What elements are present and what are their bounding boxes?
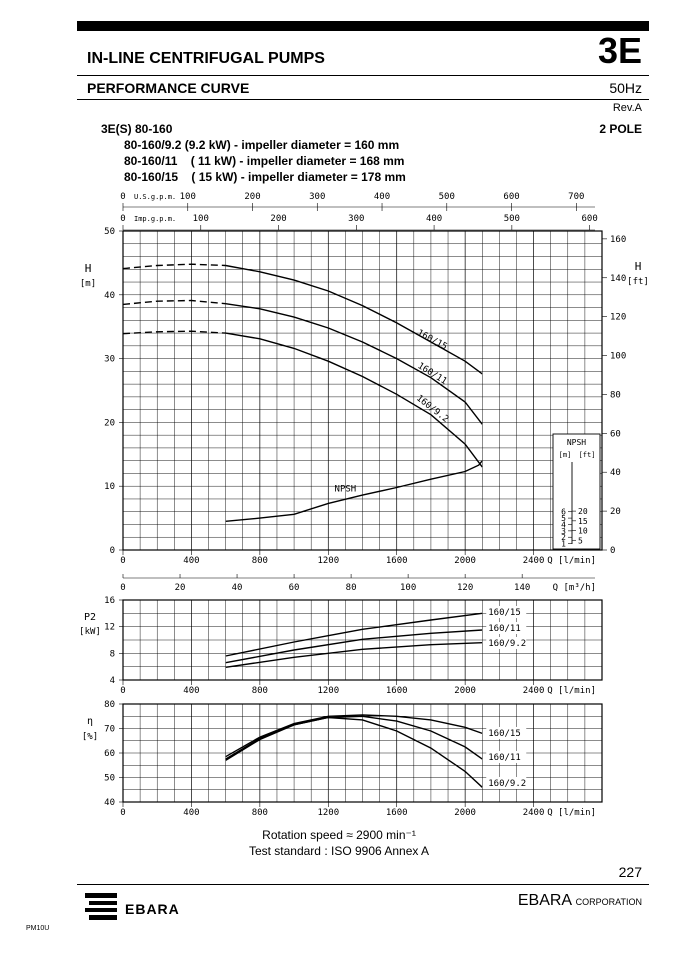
curve-label: 160/15 [415,328,449,353]
curve-label: 160/11 [488,753,521,763]
x-axis-label: Q [l/min] [547,686,596,696]
y-tick-label: 20 [104,418,115,429]
usgpm-tick-label: 500 [438,192,455,202]
x-axis-label: Q [l/min] [547,808,596,818]
curve-label: 160/15 [488,608,521,618]
ebara-logo-icon [85,893,121,921]
ft-tick-label: 60 [610,429,621,440]
ft-tick-label: 100 [610,351,627,362]
usgpm-tick-label: 600 [503,192,520,202]
x-tick-label: 1200 [317,686,340,696]
npsh-ft-label: 20 [578,507,588,517]
m3h-tick-label: 100 [399,583,417,593]
x-tick-label: 1600 [385,808,408,818]
y-tick-label: 50 [104,227,115,237]
x-tick-label: 400 [183,808,200,818]
variant-line: 80-160/9.2 (9.2 kW) - impeller diameter = 160 mm [124,138,400,152]
impgpm-axis-label: Imp.g.p.m. [134,215,177,223]
npsh-scale-unit: [ft] [578,451,596,459]
curve-label: 160/15 [488,729,521,739]
y2-axis-unit: [ft] [627,277,649,287]
y-tick-label: 16 [104,596,115,606]
impgpm-tick-label: 0 [120,214,126,224]
series-code: 3E [597,30,642,71]
x-tick-label: 1200 [317,556,340,566]
ft-tick-label: 0 [610,546,616,556]
efficiency-curve-16015 [226,715,483,757]
curve-label: 160/11 [488,624,521,634]
x-tick-label: 800 [251,556,268,566]
x-tick-label: 0 [120,686,126,696]
impgpm-tick-label: 200 [270,214,287,224]
y-axis-label: η [86,716,94,727]
x-tick-label: 800 [251,808,268,818]
section-title: PERFORMANCE CURVE [87,80,250,96]
ft-tick-label: 160 [610,234,627,245]
impgpm-tick-label: 500 [503,214,520,224]
y-tick-label: 40 [104,290,115,301]
npsh-m-label: 1 [561,539,566,549]
usgpm-tick-label: 700 [568,192,585,202]
usgpm-tick-label: 100 [179,192,196,202]
curve-label: 160/11 [415,361,449,387]
variant-line: 80-160/11 ( 11 kW) - impeller diameter = 168 mm [124,154,405,168]
impgpm-tick-label: 100 [192,214,209,224]
m3h-tick-label: 0 [120,583,126,593]
ft-tick-label: 120 [610,312,627,323]
brand-name: EBARA CORPORATION [517,892,642,909]
y-tick-label: 8 [109,649,115,660]
y-axis-unit: [%] [81,732,99,742]
m3h-tick-label: 20 [174,583,186,593]
npsh-m-label: 4 [561,520,566,530]
x-tick-label: 2000 [454,556,476,566]
y-axis-label: H [84,262,92,275]
x-tick-label: 0 [120,556,126,566]
x-tick-label: 1600 [385,556,408,566]
product-title: IN-LINE CENTRIFUGAL PUMPS [87,50,325,67]
y-tick-label: 70 [104,724,115,735]
y-tick-label: 30 [104,354,115,365]
usgpm-tick-label: 200 [244,192,261,202]
doc-code: PM10U [26,925,50,932]
y-tick-label: 60 [104,749,115,759]
x-tick-label: 2400 [522,556,545,566]
m3h-tick-label: 60 [288,583,300,593]
npsh-scale-title: NPSH [566,438,587,447]
npsh-m-label: 3 [561,526,566,536]
npsh-ft-label: 10 [578,526,588,536]
curve-label: 160/9.2 [488,639,527,649]
y-axis-unit: [kW] [79,627,101,637]
y-tick-label: 4 [109,676,115,686]
npsh-ft-label: 15 [578,516,588,526]
x-axis-label: Q [l/min] [547,556,596,566]
m3h-tick-label: 40 [231,583,243,593]
x-tick-label: 1200 [317,808,340,818]
frequency: 50Hz [609,80,642,96]
y-axis-label: P2 [83,612,97,623]
m3h-axis-label: Q [m³/h] [552,583,596,593]
efficiency-curve-16092 [226,718,483,788]
page-number: 227 [618,864,642,880]
npsh-curve-label: NPSH [334,484,357,495]
ft-tick-label: 80 [610,390,621,401]
npsh-scale-unit: [m] [558,451,572,459]
usgpm-tick-label: 300 [309,192,326,202]
curve-label: 160/9.2 [488,779,527,789]
usgpm-axis-label: U.S.g.p.m. [134,193,177,201]
y-tick-label: 0 [109,546,115,556]
x-tick-label: 0 [120,808,126,818]
npsh-m-label: 6 [561,507,566,517]
ft-tick-label: 140 [610,273,627,284]
y-axis-unit: [m] [79,279,97,289]
m3h-tick-label: 80 [345,583,357,593]
m3h-tick-label: 120 [457,583,474,593]
x-tick-label: 400 [183,556,200,566]
usgpm-tick-label: 400 [373,192,391,202]
curve-label: 160/9.2 [414,393,451,425]
pole-count: 2 POLE [599,122,642,136]
impgpm-tick-label: 400 [425,214,443,224]
revision: Rev.A [612,102,642,114]
ft-tick-label: 40 [610,468,621,479]
x-tick-label: 1600 [385,686,408,696]
y2-axis-label: H [634,260,642,273]
x-tick-label: 2400 [522,808,545,818]
y-tick-label: 50 [104,773,115,784]
x-tick-label: 2000 [454,686,476,696]
variant-line: 80-160/15 ( 15 kW) - impeller diameter = 178 mm [124,170,406,184]
m3h-tick-label: 140 [514,583,531,593]
npsh-m-label: 2 [561,533,566,543]
npsh-ft-label: 5 [578,536,583,546]
x-tick-label: 800 [251,686,268,696]
power-curve-16011 [226,630,483,663]
head-curve-16015 [226,266,483,374]
x-tick-label: 2400 [522,686,545,696]
rotation-speed: Rotation speed ≈ 2900 min⁻¹ [262,828,416,842]
y-tick-label: 80 [104,700,115,710]
test-standard: Test standard : ISO 9906 Annex A [248,844,430,858]
divider [77,884,649,885]
power-curve-16015 [226,613,483,656]
npsh-m-label: 5 [561,514,566,524]
ft-tick-label: 20 [610,507,621,518]
logo-text: EBARA [125,901,180,917]
head-curve-16011 [226,304,483,425]
y-tick-label: 40 [104,798,115,808]
impgpm-tick-label: 300 [348,214,365,224]
impgpm-tick-label: 600 [581,214,598,224]
model-name: 3E(S) 80-160 [101,122,173,136]
y-tick-label: 12 [104,622,115,633]
usgpm-tick-label: 0 [120,192,126,202]
x-tick-label: 2000 [454,808,476,818]
y-tick-label: 10 [104,482,115,493]
x-tick-label: 400 [183,686,200,696]
head-curve-16092 [226,333,483,467]
